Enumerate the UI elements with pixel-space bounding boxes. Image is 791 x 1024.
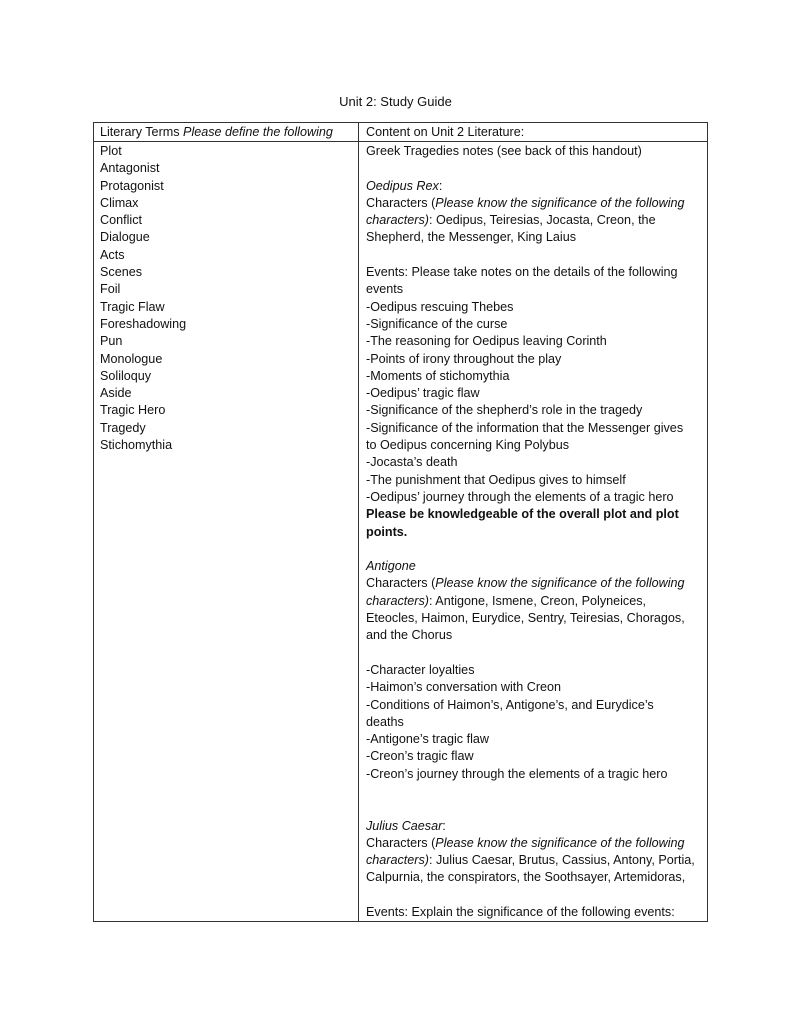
- oedipus-plot-reminder: Please be knowledgeable of the overall plot and plot: [366, 507, 679, 522]
- antigone-characters-line: [366, 575, 704, 592]
- term-item: Conflict: [100, 213, 142, 228]
- antigone-event-item: -Character loyalties: [366, 662, 475, 677]
- header-row-divider: [94, 141, 707, 142]
- characters-instruction: characters): [366, 593, 429, 608]
- oedipus-characters-line: [366, 195, 704, 212]
- characters-prefix: Characters (: [366, 195, 436, 210]
- term-item: Plot: [100, 144, 122, 158]
- caesar-characters-line: [366, 835, 704, 852]
- oedipus-event-item: -Significance of the shepherd’s role in the tragedy: [366, 403, 643, 418]
- antigone-characters-list: : Antigone, Ismene, Creon, Polyneices,: [429, 593, 647, 608]
- oedipus-plot-reminder: points.: [366, 524, 408, 539]
- term-item: Pun: [100, 334, 123, 349]
- greek-tragedies-note: Greek Tragedies notes (see back of this handout): [366, 144, 642, 158]
- oedipus-event-item: -Significance of the curse: [366, 316, 508, 331]
- oedipus-characters-line: Shepherd, the Messenger, King Laius: [366, 230, 577, 245]
- antigone-event-item: deaths: [366, 714, 404, 729]
- term-item: Dialogue: [100, 230, 150, 245]
- term-item: Protagonist: [100, 178, 164, 193]
- header-left-prefix: Literary Terms: [100, 125, 184, 139]
- literary-terms-list: [100, 143, 352, 454]
- characters-prefix: Characters (: [366, 835, 436, 850]
- antigone-event-item: -Antigone’s tragic flaw: [366, 732, 489, 747]
- oedipus-title-colon: :: [438, 178, 443, 193]
- oedipus-event-item: -The punishment that Oedipus gives to himself: [366, 472, 626, 487]
- antigone-event-item: -Creon’s tragic flaw: [366, 749, 474, 764]
- column-divider: [358, 123, 359, 921]
- characters-prefix: Characters (: [366, 576, 436, 591]
- caesar-characters-line: [366, 852, 704, 869]
- oedipus-event-item: -Points of irony throughout the play: [366, 351, 562, 366]
- oedipus-event-item: to Oedipus concerning King Polybus: [366, 438, 570, 453]
- term-item: Scenes: [100, 265, 143, 280]
- header-literary-terms: [100, 124, 333, 140]
- caesar-title: Julius Caesar: [366, 818, 443, 833]
- oedipus-event-item: -Moments of stichomythia: [366, 368, 510, 383]
- term-item: Monologue: [100, 351, 163, 366]
- caesar-events-intro: Events: Explain the significance of the following events:: [366, 905, 675, 920]
- characters-instruction: Please know the significance of the following: [435, 195, 685, 210]
- antigone-event-item: -Haimon’s conversation with Creon: [366, 680, 562, 695]
- antigone-event-item: -Conditions of Haimon’s, Antigone’s, and Eurydice’s: [366, 697, 654, 712]
- oedipus-events-intro: Events: Please take notes on the details of the following: [366, 265, 678, 280]
- oedipus-event-item: -Oedipus rescuing Thebes: [366, 299, 514, 314]
- characters-instruction: Please know the significance of the following: [435, 835, 685, 850]
- caesar-characters-line: Calpurnia, the conspirators, the Soothsayer, Artemidoras,: [366, 870, 686, 885]
- term-item: Aside: [100, 386, 132, 401]
- antigone-characters-line: and the Chorus: [366, 628, 453, 643]
- oedipus-characters-list: : Oedipus, Teiresias, Jocasta, Creon, the: [429, 213, 656, 228]
- term-item: Soliloquy: [100, 368, 152, 383]
- oedipus-event-item: -Oedipus’ tragic flaw: [366, 386, 480, 401]
- antigone-event-item: -Creon’s journey through the elements of a tragic hero: [366, 766, 668, 781]
- caesar-heading: [366, 818, 704, 835]
- term-item: Acts: [100, 247, 125, 262]
- caesar-characters-list: : Julius Caesar, Brutus, Cassius, Antony, Portia,: [429, 853, 695, 868]
- oedipus-event-item: -The reasoning for Oedipus leaving Corinth: [366, 334, 607, 349]
- term-item: Tragic Flaw: [100, 299, 165, 314]
- term-item: Tragic Hero: [100, 403, 166, 418]
- term-item: Stichomythia: [100, 438, 173, 453]
- header-left-italic: Please define the following: [183, 125, 333, 139]
- characters-instruction: characters): [366, 213, 429, 228]
- antigone-characters-line: Eteocles, Haimon, Eurydice, Sentry, Teiresias, Choragos,: [366, 611, 685, 626]
- term-item: Tragedy: [100, 420, 146, 435]
- term-item: Antagonist: [100, 161, 160, 176]
- oedipus-event-item: -Jocasta’s death: [366, 455, 458, 470]
- term-item: Climax: [100, 195, 139, 210]
- document-title: Unit 2: Study Guide: [339, 94, 452, 109]
- oedipus-event-item: -Oedipus’ journey through the elements of a tragic hero: [366, 489, 674, 504]
- oedipus-heading: [366, 178, 704, 195]
- antigone-title: Antigone: [366, 559, 416, 574]
- study-guide-table: [93, 122, 708, 922]
- unit-content-column: [366, 143, 704, 921]
- characters-instruction: Please know the significance of the following: [435, 576, 685, 591]
- header-content: Content on Unit 2 Literature:: [366, 125, 525, 139]
- caesar-title-colon: :: [442, 818, 446, 833]
- antigone-characters-line: [366, 593, 704, 610]
- term-item: Foil: [100, 282, 121, 297]
- characters-instruction: characters): [366, 853, 429, 868]
- term-item: Foreshadowing: [100, 316, 187, 331]
- oedipus-event-item: -Significance of the information that the Messenger gives: [366, 420, 684, 435]
- oedipus-title: Oedipus Rex: [366, 178, 439, 193]
- oedipus-events-intro: events: [366, 282, 404, 297]
- oedipus-characters-line: [366, 212, 704, 229]
